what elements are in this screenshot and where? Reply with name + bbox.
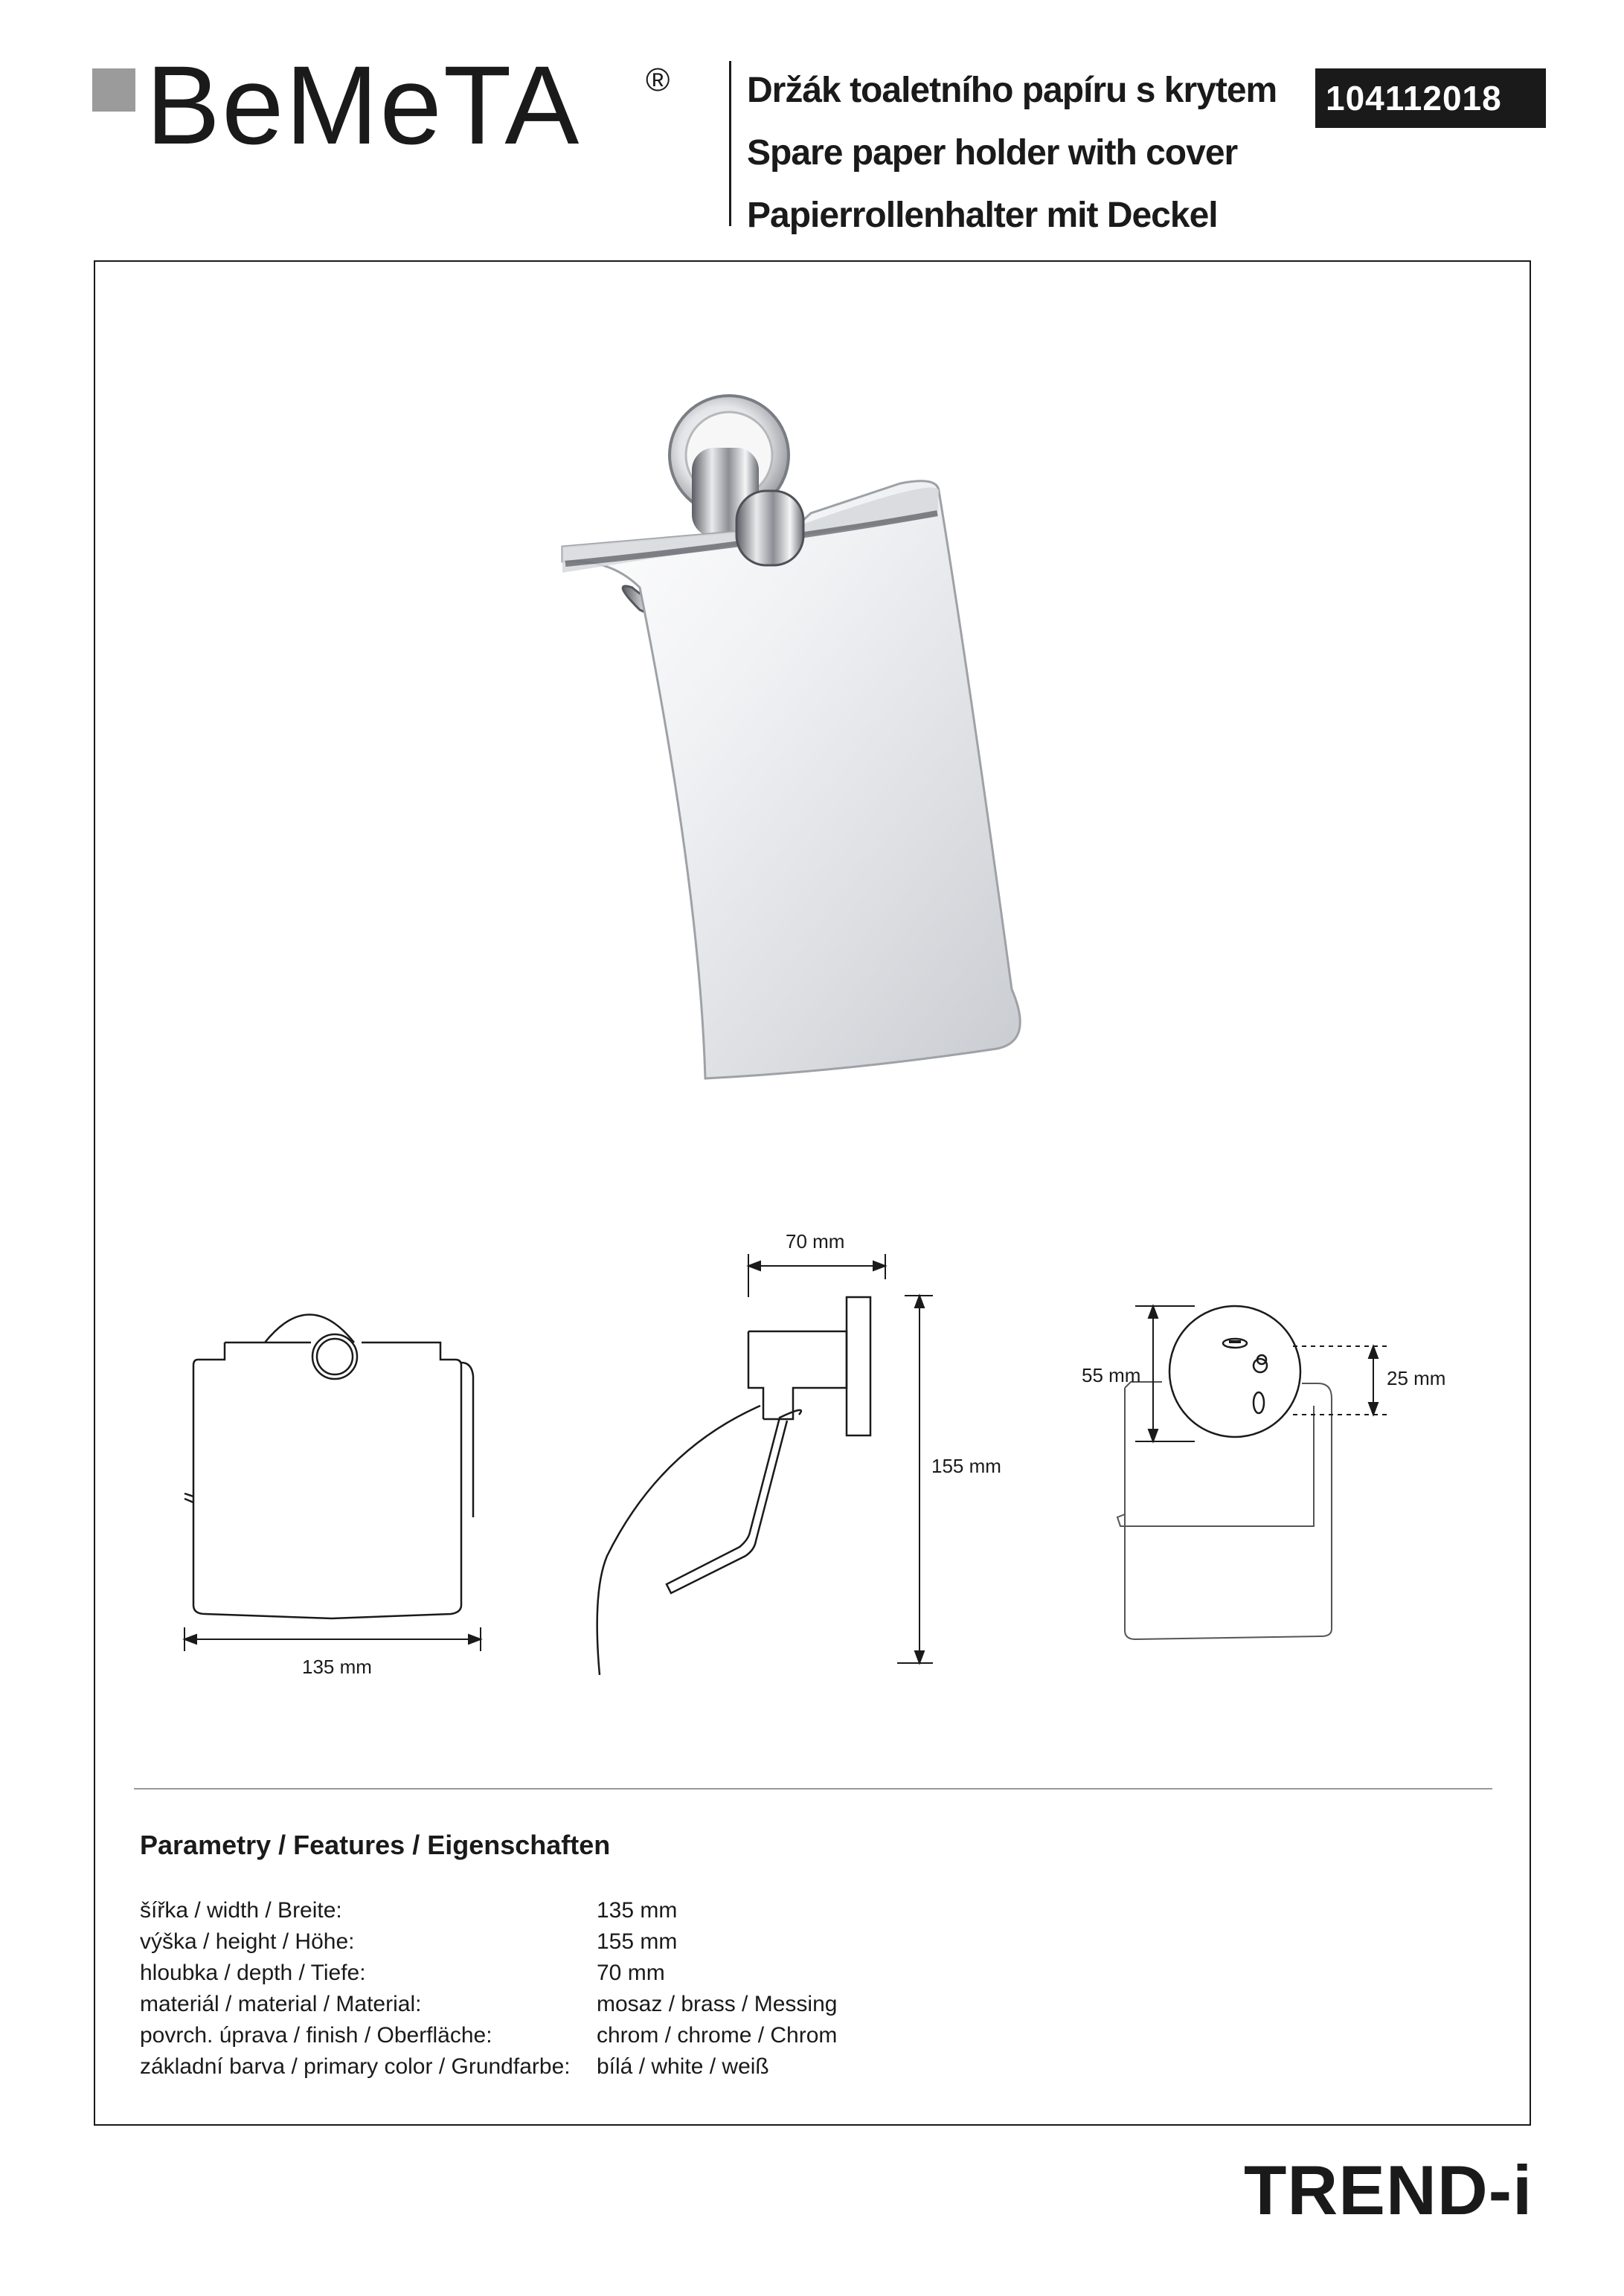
product-titles xyxy=(747,60,1277,247)
spec-value: 70 mm xyxy=(597,1961,665,1985)
spec-row xyxy=(140,1895,837,1926)
height-dimension-label: 155 mm xyxy=(931,1455,1001,1477)
spec-label: materiál / material / Material: xyxy=(140,1992,422,2016)
title-cz: Držák toaletního papíru s krytem xyxy=(747,71,1277,110)
spec-table xyxy=(140,1895,837,2083)
height-dimension-line xyxy=(897,1296,933,1663)
spec-value: 135 mm xyxy=(597,1898,678,1923)
spec-row xyxy=(140,1926,837,1958)
depth-dimension-line xyxy=(748,1254,885,1297)
front-view-drawing xyxy=(184,1315,473,1619)
spec-row xyxy=(140,1958,837,1989)
title-en: Spare paper holder with cover xyxy=(747,133,1238,173)
title-de: Papierrollenhalter mit Deckel xyxy=(747,196,1218,235)
product-photo xyxy=(551,364,1101,1093)
offset-dimension xyxy=(1293,1346,1390,1415)
width-dimension-line xyxy=(184,1627,481,1651)
spec-label: hloubka / depth / Tiefe: xyxy=(140,1961,366,1985)
mount-spacing-label: 55 mm xyxy=(1082,1364,1141,1386)
spec-label: šířka / width / Breite: xyxy=(140,1898,342,1923)
spec-label: povrch. úprava / finish / Oberfläche: xyxy=(140,2023,492,2048)
spec-value: mosaz / brass / Messing xyxy=(597,1992,838,2016)
collection-name: TREND-i xyxy=(1244,2151,1533,2229)
side-view-drawing xyxy=(597,1297,870,1675)
technical-drawings xyxy=(94,1220,1531,1696)
section-divider xyxy=(134,1788,1492,1789)
rear-view-drawing xyxy=(1169,1306,1300,1437)
spec-label: výška / height / Höhe: xyxy=(140,1929,355,1954)
spec-row xyxy=(140,2020,837,2051)
depth-dimension-label: 70 mm xyxy=(786,1230,845,1252)
spec-row xyxy=(140,1989,837,2020)
rear-view-outline xyxy=(1117,1382,1332,1639)
spec-row xyxy=(140,2051,837,2083)
spec-value: 155 mm xyxy=(597,1929,678,1954)
width-dimension-label: 135 mm xyxy=(302,1656,372,1678)
spec-label: základní barva / primary color / Grundfarbe: xyxy=(140,2054,571,2079)
offset-label: 25 mm xyxy=(1387,1367,1446,1389)
mount-spacing-dimension xyxy=(1135,1306,1195,1441)
registered-mark: ® xyxy=(646,62,670,98)
logo-mark xyxy=(92,68,135,112)
product-code: 104112018 xyxy=(1315,68,1546,128)
title-divider xyxy=(729,61,731,226)
spec-value: bílá / white / weiß xyxy=(597,2054,769,2079)
spec-value: chrom / chrome / Chrom xyxy=(597,2023,838,2048)
brand-logo: BeMeTA xyxy=(146,42,581,167)
features-heading: Parametry / Features / Eigenschaften xyxy=(140,1830,611,1860)
